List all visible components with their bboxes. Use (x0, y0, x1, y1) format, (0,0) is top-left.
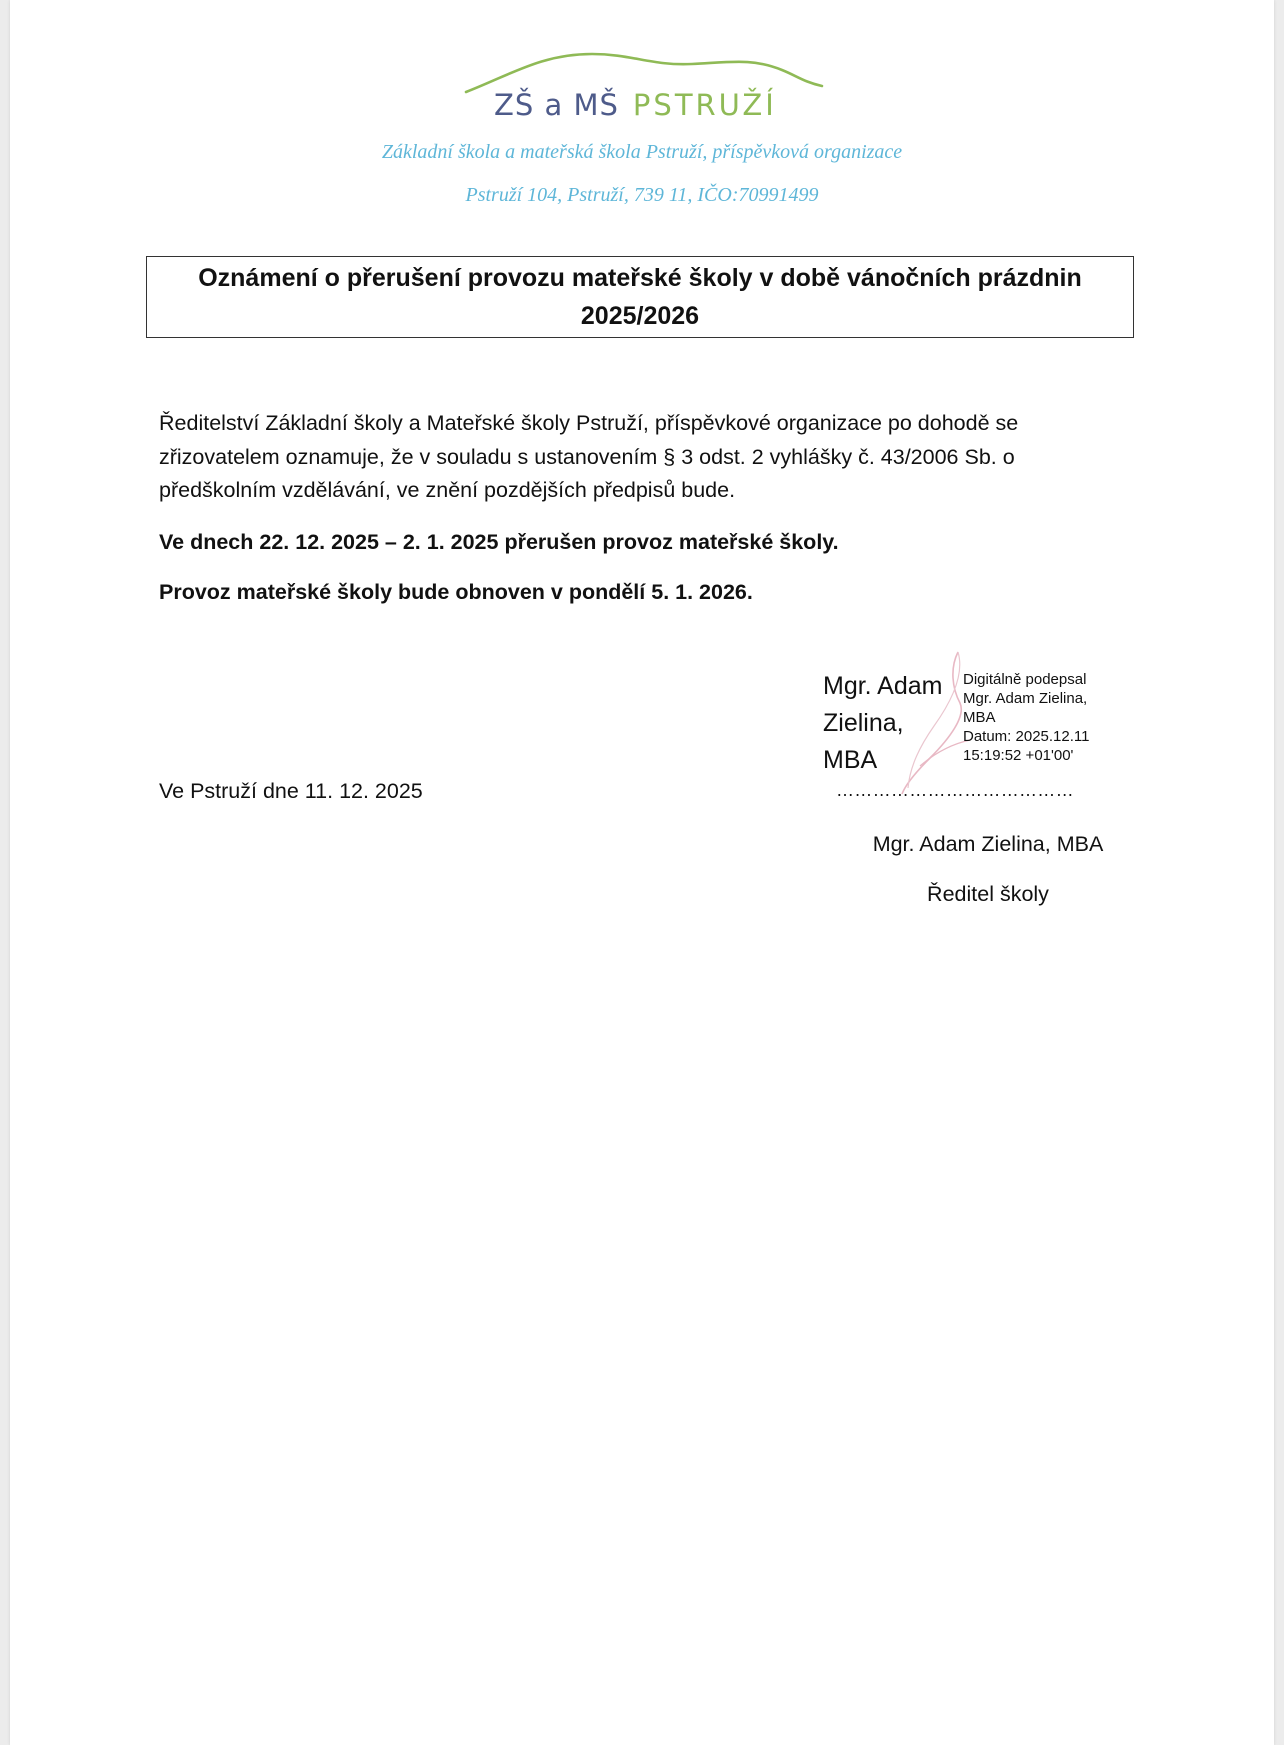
signature-details (963, 670, 1123, 765)
notice-title (146, 256, 1134, 338)
logo-pstruzi: PSTRUŽÍ (632, 88, 777, 122)
signature-detail-line5: 15:19:52 +01'00' (963, 747, 1074, 764)
signature-dotted-line: ………………………………… (836, 780, 1074, 800)
school-address: Pstruží 104, Pstruží, 739 11, IČO:70991499 (465, 184, 819, 206)
signature-detail-line2: Mgr. Adam Zielina, (963, 690, 1088, 707)
logo-text (494, 88, 777, 122)
signatory-name: Mgr. Adam Zielina, MBA (872, 832, 1104, 856)
signature-detail-line4: Datum: 2025.12.11 (963, 728, 1090, 745)
notice-title-line2: 2025/2026 (580, 302, 700, 330)
school-name: Základní škola a mateřská škola Pstruží, příspěvková organizace (381, 141, 903, 163)
signature-name-large (823, 668, 973, 779)
notice-title-line1: Oznámení o přerušení provozu mateřské školy v době vánočních prázdnin (198, 264, 1082, 292)
signature-detail-line1: Digitálně podepsal (963, 671, 1087, 688)
place-date: Ve Pstruží dne 11. 12. 2025 (159, 779, 423, 803)
notice-paragraph-3: Provoz mateřské školy bude obnoven v pondělí 5. 1. 2026. (159, 580, 753, 604)
notice-paragraph-2: Ve dnech 22. 12. 2025 – 2. 1. 2025 přerušen provoz mateřské školy. (159, 530, 839, 554)
school-logo (452, 44, 832, 134)
signature-name-line2: Zielina, (823, 709, 904, 737)
notice-paragraph-1: Ředitelství Základní školy a Mateřské školy Pstruží, příspěvkové organizace po dohodě se zřizovatelem oznamuje, že v souladu s ustanovením § 3 odst. 2 vyhlášky č. 43/2006 Sb. o předškolním vzdělávání, ve znění pozdějších předpisů bude. (159, 411, 1019, 502)
logo-zs: ZŠ a MŠ (494, 88, 619, 122)
signatory-role: Ředitel školy (927, 882, 1049, 906)
signature-name-line1: Mgr. Adam (823, 672, 943, 700)
signature-detail-line3: MBA (963, 709, 996, 726)
document-page (10, 0, 1274, 1745)
signature-name-line3: MBA (823, 746, 878, 774)
